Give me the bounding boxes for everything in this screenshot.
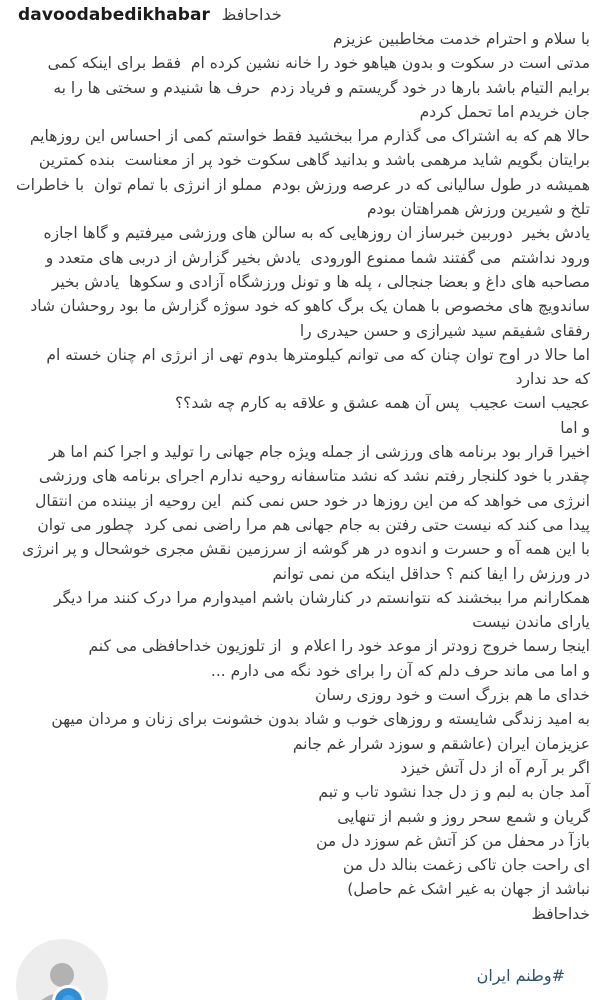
caption-line: و اما می ماند حرف دلم که آن را برای خود نگه می دارم ...	[210, 661, 590, 680]
caption-line: ساندویچ های مخصوص با همان یک برگ کاهو که خود سوژه گزارش ما بود روحشان شاد	[30, 297, 590, 316]
caption-line: عجیب است عجیب پس آن همه عشق و علاقه به کارم چه شد؟؟	[174, 394, 590, 413]
caption-line: انرژی می خواهد که من این روزها در خود حس نمی کنم این روحیه از بیننده من انتقال	[35, 491, 590, 510]
caption-line: اینجا رسما خروج زودتر از موعد خود را اعلام و از تلوزیون خداحافظی می کنم	[88, 637, 590, 656]
caption-line: پیدا می کند که نیست حتی رفتن به جام جهانی هم مرا راضی نمی کرد چطور می توان	[37, 515, 590, 534]
caption-line: برایم التیام باشد بارها در خود گریستم و فریاد زدم حرف ها شنیدم و سختی ها را به	[53, 78, 590, 97]
caption-line: نباشد از جهان به غیر اشک غم حاصل)	[347, 880, 590, 899]
caption-line: خداحافظ	[531, 904, 590, 923]
caption-line: خدای ما هم بزرگ است و خود روزی رسان	[315, 686, 590, 705]
caption-line: یارای ماندن نیست	[472, 613, 590, 632]
caption-line: یادش بخیر دوربین خبرساز ان روزهایی که به سالن های ورزشی میرفتیم و گاها اجازه	[43, 224, 590, 243]
caption-line: با سلام و احترام خدمت مخاطبین عزیزم	[333, 30, 590, 48]
comment-row	[0, 938, 607, 1000]
caption-line: عزیزمان ایران (عاشقم و سوزد شرار غم جانم	[292, 734, 590, 753]
caption-header	[18, 5, 590, 25]
caption-line: گریان و شمع سحر روز و شبم از تنهایی	[337, 807, 590, 826]
caption-line: اگر بر آرم آه از دل آتش خیزد	[400, 758, 590, 777]
caption-line: در ورزش را ایفا کنم ؟ حداقل اینکه من نمی توانم	[272, 564, 590, 583]
commenter-avatar[interactable]	[16, 939, 108, 1000]
caption-line: آمد جان به لبم و ز دل جدا نشود تاب و تبم	[318, 783, 590, 802]
caption-line: مصاحبه های داغ و بعضا جنجالی ، پله ها و تونل ورزشگاه آزادی و سکوها یادش بخیر	[51, 272, 590, 291]
caption-line: تلخ و شیرین ورزش همراهتان بودم	[366, 200, 590, 219]
caption-line: ای راحت جان تاکی زغمت بنالد دل من	[342, 856, 590, 875]
caption-line: چقدر با خود کلنجار رفتم نشد که نشد متاسفانه روحیه ندارم اجرای برنامه های ورزشی	[38, 467, 590, 486]
caption-line: حالا هم که به اشتراک می گذارم مرا ببخشید فقط خواستم کمی از احساس این روزهایم	[29, 127, 590, 146]
caption-line: بازآ در محفل من کز آتش غم سوزد دل من	[316, 831, 590, 850]
caption-line: همکارانم مرا ببخشند که نتوانستم در کنارشان باشم امیدوارم مرا درک کنند مرا دیگر	[54, 588, 590, 607]
caption-line: ورود نداشتم می گفتند شما ممنوع الورودی یادش بخیر گزارش از دربی های متعدد و	[45, 248, 590, 267]
caption-line: اخیرا قرار بود برنامه های ورزشی از جمله ویژه جام جهانی را تولید و اجرا کنم اما هر	[48, 443, 590, 462]
hashtag-link[interactable]: #وطنم ایران	[476, 966, 565, 985]
caption-lead-text: خداحافظ	[221, 5, 282, 24]
caption-line: که حد ندارد	[515, 370, 590, 389]
caption-line: اما حالا در اوج توان چنان که می توانم کیلومترها بدوم تهی از انرژی ام چنان خسته ام	[46, 345, 590, 364]
caption-body	[0, 27, 590, 926]
caption-line: و اما	[560, 418, 590, 437]
caption-line: با این همه آه و حسرت و اندوه در هر گوشه از سرزمین نقش مجری خوشحال و پر انرژی	[22, 540, 590, 559]
caption-line: جان خریدم اما تحمل کردم	[419, 102, 590, 121]
caption-line: به امید زندگی شایسته و روزهای خوب و شاد بدون خشونت برای زنان و مردان میهن	[51, 710, 590, 729]
caption-line: برایتان بگویم شاید مرهمی باشد و بدانید گاهی سکوت خود پر از معناست بنده کمترین	[38, 151, 590, 170]
caption-line: همیشه در طول سالیانی که در عرصه ورزش بودم مملو از انرژی با تمام توان با خاطرات	[16, 175, 590, 194]
username-link[interactable]: davoodabedikhabar	[18, 5, 211, 25]
caption-line: مدتی است در سکوت و بدون هیاهو خود را خانه نشین کرده ام فقط برای اینکه کمی	[47, 54, 590, 73]
caption-line: رفقای شفیقم سید شیرازی و حسن حیدری را	[299, 321, 590, 340]
